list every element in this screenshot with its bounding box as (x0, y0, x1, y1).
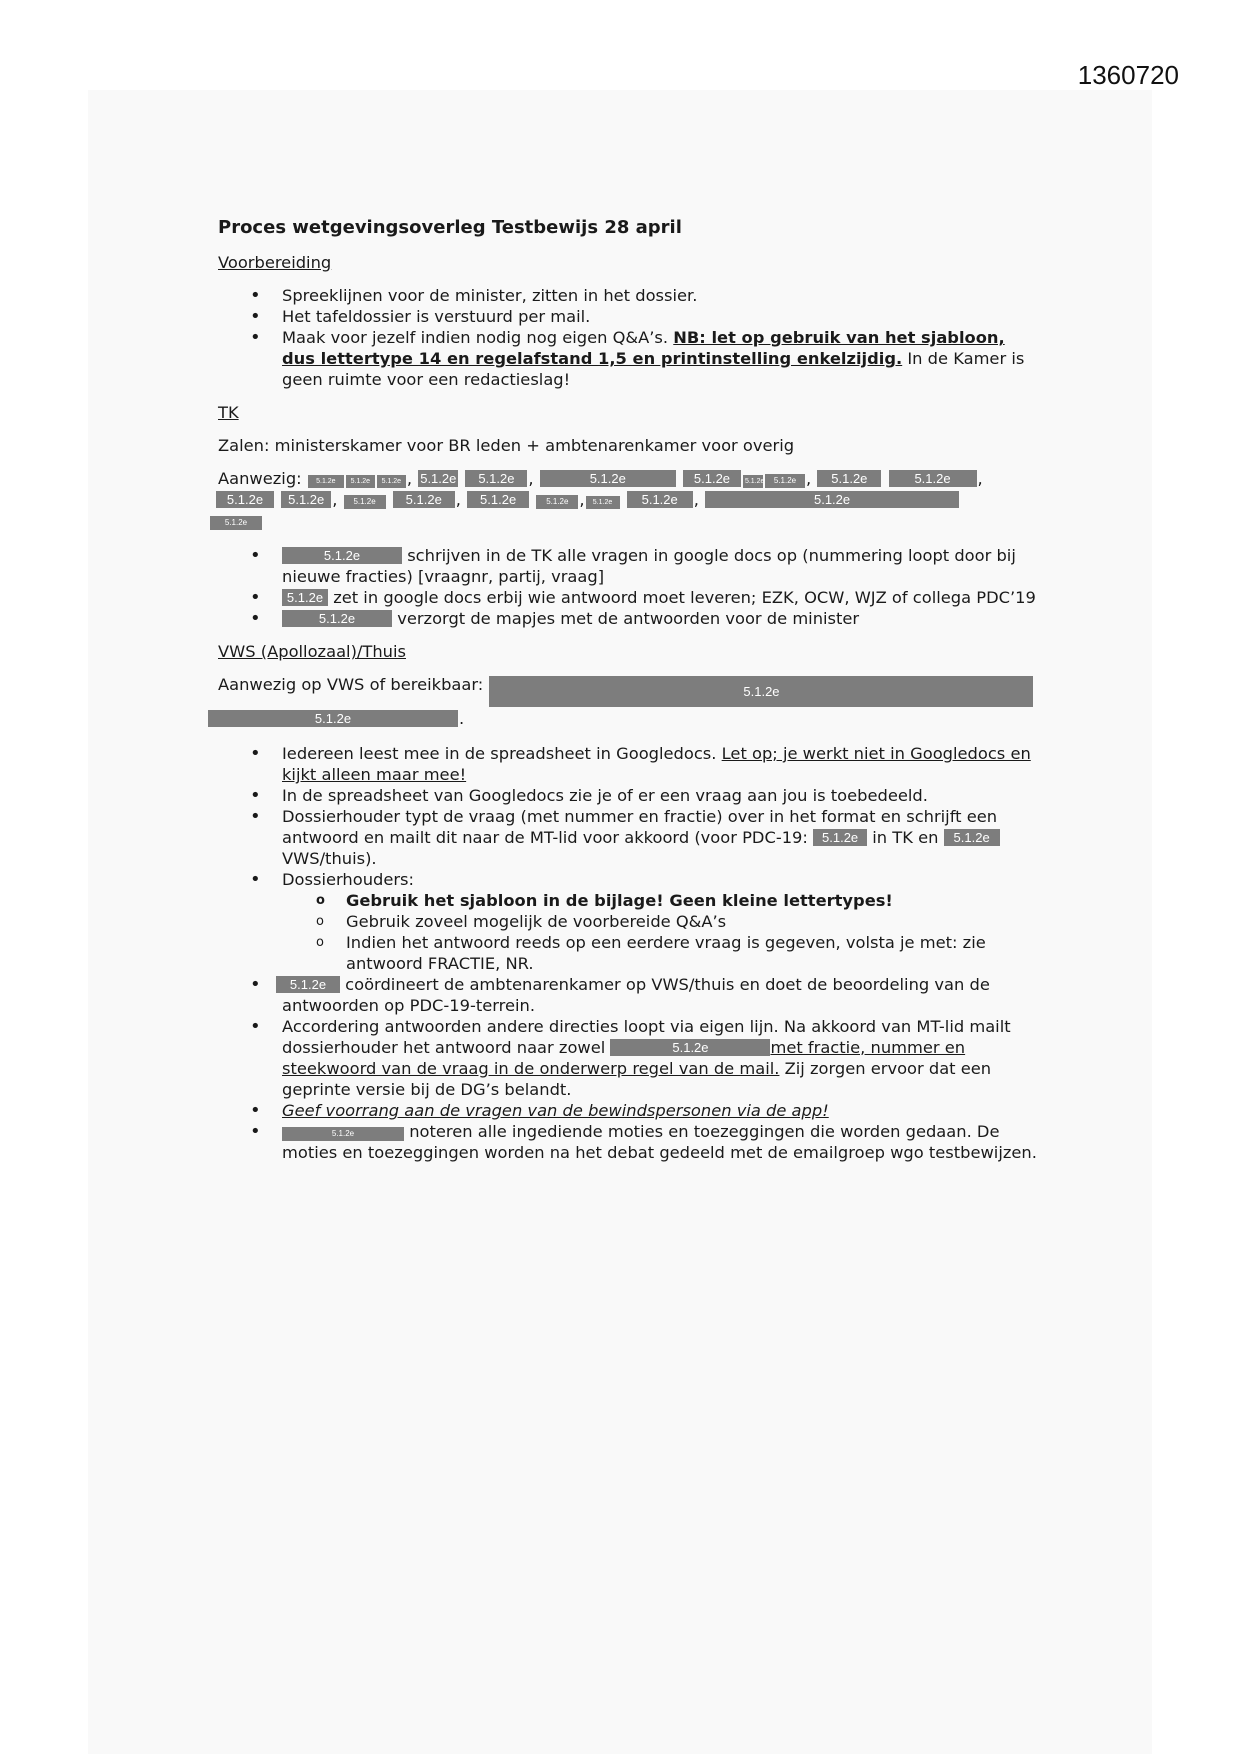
document-number: 1360720 (1077, 60, 1179, 90)
redaction-box: 5.1.2e (536, 495, 578, 509)
voorbereiding-list (218, 285, 1038, 390)
redaction-box: 5.1.2e (817, 470, 881, 487)
redaction-box: 5.1.2e (467, 491, 529, 508)
list-item (282, 1100, 1038, 1121)
zalen-text: Zalen: ministerskamer voor BR leden + ambtenarenkamer voor overig (218, 436, 795, 455)
section-heading-voorbereiding: Voorbereiding (218, 253, 332, 272)
redaction-box: 5.1.2e (308, 475, 344, 488)
redaction-box: 5.1.2e (282, 1127, 404, 1141)
list-item: • Dossierhouders: o Gebruik het sjabloon in de bijlage! Geen kleine lettertypes! o Gebruik zoveel mogelijk de voorbereide Q&A’s o Indien het antwoord reeds op een eerdere vraag is gegeven, volsta je met: zie antwoord FRACTIE, NR. (282, 869, 1038, 974)
redaction-box: 5.1.2e (465, 470, 527, 487)
redaction-box: 5.1.2e (344, 495, 386, 509)
redaction-box: 5.1.2e (282, 589, 328, 606)
list-item: • Iedereen leest mee in de spreadsheet in Googledocs. Let op; je werkt niet in Googledocs en kijkt alleen maar mee! (282, 743, 1038, 785)
redaction-box: 5.1.2e (683, 470, 741, 487)
dossierhouders-sublist (282, 890, 1038, 974)
document-body (218, 216, 1038, 1175)
list-item: • Dossierhouder typt de vraag (met nummer en fractie) over in het format en schrijft een antwoord en mailt dit naar de MT-lid voor akkoord (voor PDC-19: 5.1.2e in TK en 5.1.2e VWS/thuis). (282, 806, 1038, 869)
list-item: • 5.1.2e schrijven in de TK alle vragen in google docs op (nummering loopt door bij nieuwe fracties) [vraagnr, partij, vraag] (282, 545, 1038, 587)
redaction-box: 5.1.2e (346, 475, 375, 488)
tk-attendees: Aanwezig: 5.1.2e 5.1.2e 5.1.2e , 5.1.2e 5.1.2e , 5.1.2e 5.1.2e 5.1.2e 5.1.2e , 5.1.2e 5.1.2e , 5.1.2e 5.1.2e , 5.1.2e 5.1.2e , 5.1.2e 5.1.2e , 5.1.2e 5.1.2e , 5.1.2e 5.1.2e (218, 468, 1038, 531)
redaction-box: 5.1.2e (282, 547, 402, 564)
redaction-box: 5.1.2e (393, 491, 455, 508)
tk-tasks-list (218, 545, 1038, 629)
redaction-box: 5.1.2e (282, 610, 392, 627)
attendees-label: Aanwezig: (218, 469, 302, 488)
template-note: NB: let op gebruik van het sjabloon, dus lettertype 14 en regelafstand 1,5 en printinstelling enkelzijdig. (282, 328, 1005, 368)
redaction-box: 5.1.2e (210, 516, 262, 530)
redaction-box: 5.1.2e (420, 471, 457, 486)
redaction-box: 5.1.2e (377, 475, 406, 488)
redaction-box: 5.1.2e (610, 1039, 770, 1056)
list-item: • In de spreadsheet van Googledocs zie je of er een vraag aan jou is toebedeeld. (282, 785, 1038, 806)
redaction-box: 5.1.2e (540, 470, 676, 487)
redaction-box: 5.1.2e (216, 491, 274, 508)
list-item: • Maak voor jezelf indien nodig nog eigen Q&A’s. NB: let op gebruik van het sjabloon, dus lettertype 14 en regelafstand 1,5 en printinstelling enkelzijdig. In de Kamer is geen ruimte voor een redactieslag! (282, 327, 1038, 390)
redaction-box: 5.1.2e (705, 491, 959, 508)
attendees-label: Aanwezig op VWS of bereikbaar: (218, 675, 484, 694)
list-item: • 5.1.2e coördineert de ambtenarenkamer op VWS/thuis en doet de beoordeling van de antwoorden op PDC-19-terrein. (282, 974, 1038, 1016)
list-item: • 5.1.2e verzorgt de mapjes met de antwoorden voor de minister (282, 608, 1038, 629)
section-heading-tk: TK (218, 403, 239, 422)
sub-list-item: o Indien het antwoord reeds op een eerdere vraag is gegeven, volsta je met: zie antwoord FRACTIE, NR. (346, 932, 1038, 974)
redaction-box: 5.1.2e (743, 475, 763, 488)
priority-note: Geef voorrang aan de vragen van de bewindspersonen via de app! (282, 1101, 829, 1120)
section-heading-vws: VWS (Apollozaal)/Thuis (218, 642, 406, 661)
redaction-box: 5.1.2e (489, 676, 1033, 707)
redaction-box: 5.1.2e (208, 710, 458, 727)
document-title: Proces wetgevingsoverleg Testbewijs 28 april (218, 217, 682, 238)
sub-list-item: o Gebruik het sjabloon in de bijlage! Geen kleine lettertypes! (346, 890, 1038, 911)
list-item: • Het tafeldossier is verstuurd per mail. (282, 306, 1038, 327)
list-item: • Spreeklijnen voor de minister, zitten in het dossier. (282, 285, 1038, 306)
redaction-box: 5.1.2e (765, 474, 805, 488)
list-item: • 5.1.2e zet in google docs erbij wie antwoord moet leveren; EZK, OCW, WJZ of collega PDC’19 (282, 587, 1038, 608)
list-item: • 5.1.2e noteren alle ingediende moties en toezeggingen die worden gedaan. De moties en toezeggingen worden na het debat gedeeld met de emailgroep wgo testbewijzen. (282, 1121, 1038, 1163)
redaction-box: 5.1.2e (944, 829, 1000, 846)
redaction-box: 5.1.2e (889, 470, 977, 487)
redaction-box: 5.1.2e (281, 491, 331, 508)
vws-attendees: Aanwezig op VWS of bereikbaar: 5.1.2e 5.1.2e . (218, 674, 1038, 729)
vws-tasks-list (218, 743, 1038, 1163)
redaction-box: 5.1.2e (813, 829, 867, 846)
redaction-box: 5.1.2e (586, 496, 620, 509)
redaction-box: 5.1.2e (627, 491, 693, 508)
redaction-box: 5.1.2e (276, 976, 340, 993)
list-item: • Accordering antwoorden andere directies loopt via eigen lijn. Na akkoord van MT-lid mailt dossierhouder het antwoord naar zowel 5.1.2e met fractie, nummer en steekwoord van de vraag in de onderwerp regel van de mail. Zij zorgen ervoor dat een geprinte versie bij de DG’s belandt. (282, 1016, 1038, 1100)
sub-list-item: o Gebruik zoveel mogelijk de voorbereide Q&A’s (346, 911, 1038, 932)
